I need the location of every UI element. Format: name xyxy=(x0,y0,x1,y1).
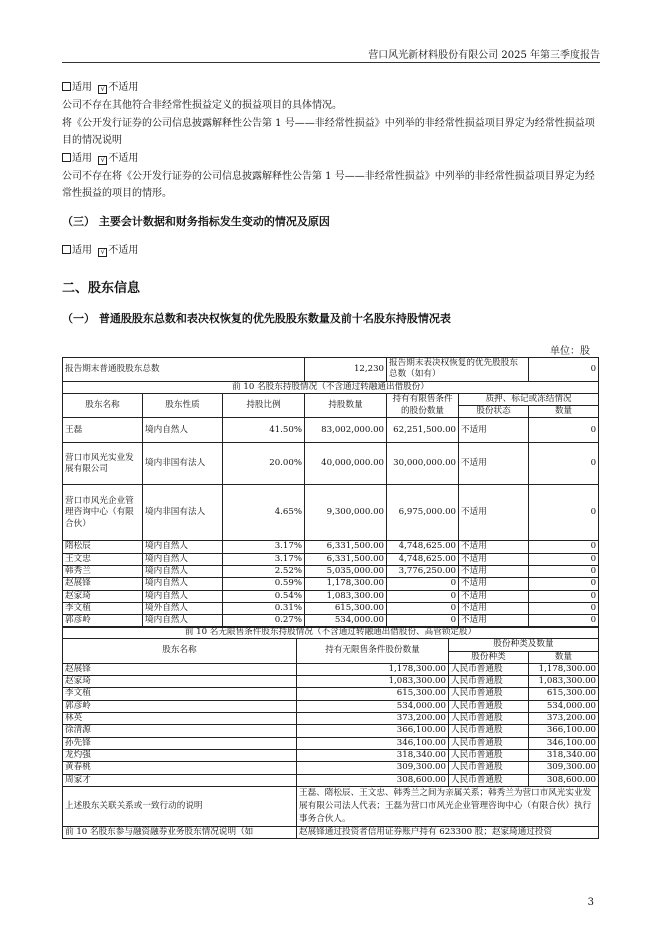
header-name: 股东名称 xyxy=(63,639,297,664)
cell-count: 534,000.00 xyxy=(529,700,599,712)
cell-qty: 615,300.00 xyxy=(305,602,387,614)
paragraph-other-items: 公司不存在其他符合非经常性损益定义的损益项目的具体情况。 xyxy=(62,100,342,111)
cell-restricted: 0 xyxy=(387,578,459,590)
cell-qty: 83,002,000.00 xyxy=(305,418,387,443)
cell-name: 王文忠 xyxy=(63,553,143,565)
header-count: 数量 xyxy=(529,651,599,663)
cell-qty: 40,000,000.00 xyxy=(305,443,387,485)
cell-count: 0 xyxy=(529,615,599,627)
cell-count: 615,300.00 xyxy=(529,688,599,700)
cell-name: 赵家琦 xyxy=(63,590,143,602)
cell-status: 不适用 xyxy=(459,615,529,627)
checkbox-line-1 xyxy=(62,79,602,96)
table-row xyxy=(63,774,599,786)
cell-qty: 1,178,300.00 xyxy=(305,578,387,590)
cell-status: 不适用 xyxy=(459,418,529,443)
unchecked-box-icon xyxy=(62,153,71,162)
top10-unrestricted-shareholders-table xyxy=(62,626,599,839)
cell-count: 0 xyxy=(529,578,599,590)
cell-count: 0 xyxy=(529,443,599,485)
cell-count: 0 xyxy=(529,485,599,541)
cell-count: 1,083,300.00 xyxy=(529,676,599,688)
cell-status: 不适用 xyxy=(459,602,529,614)
total-shareholders-value: 12,230 xyxy=(305,358,387,382)
cell-qty: 366,100.00 xyxy=(297,725,449,737)
checked-box-icon: √ xyxy=(98,156,107,165)
header-restricted: 持有有限售条件的股份数量 xyxy=(387,393,459,418)
table-row xyxy=(63,713,599,725)
cell-count: 0 xyxy=(529,418,599,443)
cell-restricted: 6,975,000.00 xyxy=(387,485,459,541)
cell-ratio: 20.00% xyxy=(223,443,305,485)
cell-count: 373,200.00 xyxy=(529,713,599,725)
cell-name: 周家才 xyxy=(63,774,297,786)
cell-restricted: 62,251,500.00 xyxy=(387,418,459,443)
cell-status: 不适用 xyxy=(459,485,529,541)
table-row xyxy=(63,688,599,700)
cell-type: 人民币普通股 xyxy=(449,762,529,774)
cell-name: 林英 xyxy=(63,713,297,725)
cell-count: 318,340.00 xyxy=(529,749,599,761)
preferred-shareholders-value: 0 xyxy=(529,358,599,382)
cell-name: 韩秀兰 xyxy=(63,566,143,578)
table1-header-row xyxy=(63,393,599,405)
header-count: 数量 xyxy=(529,406,599,418)
cell-name: 黄春桃 xyxy=(63,762,297,774)
not-applicable-label: 不适用 xyxy=(108,245,139,256)
related-parties-row xyxy=(63,786,599,826)
cell-ratio: 0.31% xyxy=(223,602,305,614)
cell-nature: 境内自然人 xyxy=(143,615,223,627)
cell-nature: 境内自然人 xyxy=(143,566,223,578)
cell-count: 1,178,300.00 xyxy=(529,663,599,675)
page-header-title: 营口风光新材料股份有限公司 2025 年第三季度报告 xyxy=(368,50,600,61)
header-ratio: 持股比例 xyxy=(223,393,305,418)
cell-name: 郭彦岭 xyxy=(63,700,297,712)
cell-nature: 境内自然人 xyxy=(143,553,223,565)
cell-qty: 615,300.00 xyxy=(297,688,449,700)
unchecked-box-icon xyxy=(62,245,71,254)
paragraph-no-reclassification: 公司不存在将《公开发行证券的公司信息披露解释性公告第 1 号——非经常性损益》中列举的非经常性损益项目界定为经常性损益的项目的情形。 xyxy=(62,171,595,199)
header-unrestricted-qty: 持有无限售条件股份数量 xyxy=(297,639,449,664)
cell-name: 隋松辰 xyxy=(63,541,143,553)
table-row xyxy=(63,553,599,565)
cell-qty: 373,200.00 xyxy=(297,713,449,725)
cell-name: 王磊 xyxy=(63,418,143,443)
table-row xyxy=(63,443,599,485)
cell-type: 人民币普通股 xyxy=(449,663,529,675)
cell-count: 0 xyxy=(529,566,599,578)
cell-qty: 309,300.00 xyxy=(297,762,449,774)
cell-ratio: 0.27% xyxy=(223,615,305,627)
table-row xyxy=(63,762,599,774)
header-nature: 股东性质 xyxy=(143,393,223,418)
cell-name: 李文植 xyxy=(63,602,143,614)
table-row xyxy=(63,749,599,761)
cell-name: 龙灼强 xyxy=(63,749,297,761)
header-type: 股份种类 xyxy=(449,651,529,663)
cell-restricted: 0 xyxy=(387,602,459,614)
cell-ratio: 0.59% xyxy=(223,578,305,590)
cell-ratio: 2.52% xyxy=(223,566,305,578)
cell-nature: 境内自然人 xyxy=(143,578,223,590)
preferred-shareholders-label: 报告期末表决权恢复的优先股股东总数（如有） xyxy=(387,358,529,382)
cell-ratio: 0.54% xyxy=(223,590,305,602)
unchecked-box-icon xyxy=(62,82,71,91)
summary-row xyxy=(63,358,599,382)
header-quantity: 持股数量 xyxy=(305,393,387,418)
cell-type: 人民币普通股 xyxy=(449,725,529,737)
table-row xyxy=(63,578,599,590)
table-row xyxy=(63,590,599,602)
cell-type: 人民币普通股 xyxy=(449,774,529,786)
applicable-label: 适用 xyxy=(72,245,92,256)
cell-status: 不适用 xyxy=(459,578,529,590)
cell-type: 人民币普通股 xyxy=(449,700,529,712)
cell-type: 人民币普通股 xyxy=(449,713,529,725)
cell-name: 营口市风光实业发展有限公司 xyxy=(63,443,143,485)
margin-trading-row xyxy=(63,826,599,838)
section-two-heading: 二、股东信息 xyxy=(62,281,141,296)
cell-qty: 308,600.00 xyxy=(297,774,449,786)
cell-name: 赵展锋 xyxy=(63,578,143,590)
cell-count: 308,600.00 xyxy=(529,774,599,786)
cell-count: 0 xyxy=(529,541,599,553)
cell-status: 不适用 xyxy=(459,443,529,485)
cell-type: 人民币普通股 xyxy=(449,676,529,688)
margin-trading-label: 前 10 名股东参与融资融券业务股东情况说明（如 xyxy=(63,826,297,838)
cell-qty: 534,000.00 xyxy=(297,700,449,712)
cell-ratio: 4.65% xyxy=(223,485,305,541)
total-shareholders-label: 报告期末普通股股东总数 xyxy=(63,358,305,382)
header-type-group: 股份种类及数量 xyxy=(449,639,599,651)
cell-count: 0 xyxy=(529,553,599,565)
cell-restricted: 30,000,000.00 xyxy=(387,443,459,485)
header-status: 股份状态 xyxy=(459,406,529,418)
cell-name: 赵展锋 xyxy=(63,663,297,675)
cell-type: 人民币普通股 xyxy=(449,749,529,761)
table-row xyxy=(63,737,599,749)
cell-restricted: 0 xyxy=(387,615,459,627)
checked-box-icon: √ xyxy=(98,248,107,257)
cell-name: 赵家琦 xyxy=(63,676,297,688)
related-parties-label: 上述股东关联关系或一致行动的说明 xyxy=(63,786,297,826)
cell-ratio: 3.17% xyxy=(223,553,305,565)
table-row xyxy=(63,663,599,675)
checked-box-icon: √ xyxy=(98,85,107,94)
table-row xyxy=(63,700,599,712)
cell-status: 不适用 xyxy=(459,566,529,578)
cell-name: 李文植 xyxy=(63,688,297,700)
cell-qty: 6,331,500.00 xyxy=(305,553,387,565)
table-row xyxy=(63,725,599,737)
cell-name: 孙先锋 xyxy=(63,737,297,749)
cell-name: 徐清源 xyxy=(63,725,297,737)
cell-type: 人民币普通股 xyxy=(449,737,529,749)
not-applicable-label: 不适用 xyxy=(108,82,139,93)
cell-restricted: 3,776,250.00 xyxy=(387,566,459,578)
cell-qty: 9,300,000.00 xyxy=(305,485,387,541)
table1-section-title: 前 10 名股东持股情况（不含通过转融通出借股份） xyxy=(63,381,599,393)
cell-qty: 1,178,300.00 xyxy=(297,663,449,675)
table-row xyxy=(63,418,599,443)
cell-count: 0 xyxy=(529,590,599,602)
table-row xyxy=(63,676,599,688)
cell-status: 不适用 xyxy=(459,553,529,565)
cell-count: 346,100.00 xyxy=(529,737,599,749)
table2-header-row xyxy=(63,639,599,651)
table2-section-title: 前 10 名无限售条件股东持股情况（不含通过转融通出借股份、高管锁定股） xyxy=(63,627,599,639)
header-name: 股东名称 xyxy=(63,393,143,418)
table-row xyxy=(63,541,599,553)
section-three-heading: （三） 主要会计数据和财务指标发生变动的情况及原因 xyxy=(62,215,330,228)
cell-restricted: 4,748,625.00 xyxy=(387,541,459,553)
cell-nature: 境内非国有法人 xyxy=(143,485,223,541)
checkbox-line-2 xyxy=(62,150,602,167)
top10-shareholders-table xyxy=(62,357,599,628)
cell-qty: 318,340.00 xyxy=(297,749,449,761)
cell-qty: 6,331,500.00 xyxy=(305,541,387,553)
cell-name: 郭彦岭 xyxy=(63,615,143,627)
cell-qty: 5,035,000.00 xyxy=(305,566,387,578)
checkbox-line-3 xyxy=(62,242,602,259)
cell-qty: 1,083,300.00 xyxy=(305,590,387,602)
applicable-label: 适用 xyxy=(72,82,92,93)
unit-label: 单位：股 xyxy=(550,346,590,357)
applicable-label: 适用 xyxy=(72,153,92,164)
cell-name: 营口市风光企业管理咨询中心（有限合伙） xyxy=(63,485,143,541)
cell-ratio: 3.17% xyxy=(223,541,305,553)
cell-qty: 1,083,300.00 xyxy=(297,676,449,688)
table-row xyxy=(63,566,599,578)
header-pledge-group: 质押、标记或冻结情况 xyxy=(459,393,599,405)
not-applicable-label: 不适用 xyxy=(108,153,139,164)
cell-restricted: 0 xyxy=(387,590,459,602)
header-divider xyxy=(62,62,600,63)
cell-qty: 534,000.00 xyxy=(305,615,387,627)
cell-qty: 346,100.00 xyxy=(297,737,449,749)
cell-restricted: 4,748,625.00 xyxy=(387,553,459,565)
cell-type: 人民币普通股 xyxy=(449,688,529,700)
page-number: 3 xyxy=(587,897,594,908)
cell-nature: 境内自然人 xyxy=(143,541,223,553)
cell-nature: 境内自然人 xyxy=(143,590,223,602)
table-row xyxy=(63,485,599,541)
section-two-one-heading: （一） 普通股股东总数和表决权恢复的优先股股东数量及前十名股东持股情况表 xyxy=(62,312,451,325)
cell-nature: 境外自然人 xyxy=(143,602,223,614)
cell-status: 不适用 xyxy=(459,590,529,602)
cell-count: 0 xyxy=(529,602,599,614)
cell-status: 不适用 xyxy=(459,541,529,553)
cell-ratio: 41.50% xyxy=(223,418,305,443)
cell-count: 309,300.00 xyxy=(529,762,599,774)
paragraph-reclassification-heading: 将《公开发行证券的公司信息披露解释性公告第 1 号——非经常性损益》中列举的非经常性损益项目界定为经常性损益项目的情况说明 xyxy=(62,118,595,146)
table-row xyxy=(63,602,599,614)
cell-count: 366,100.00 xyxy=(529,725,599,737)
cell-nature: 境内非国有法人 xyxy=(143,443,223,485)
related-parties-text: 王磊、隋松辰、王文忠、韩秀兰之间为亲属关系；韩秀兰为营口市风光实业发展有限公司法人代表；王磊为营口市风光企业管理咨询中心（有限合伙）执行事务合伙人。 xyxy=(297,786,599,826)
margin-trading-text: 赵展锋通过投资者信用证券账户持有 623300 股；赵家琦通过投资 xyxy=(297,826,599,838)
cell-nature: 境内自然人 xyxy=(143,418,223,443)
